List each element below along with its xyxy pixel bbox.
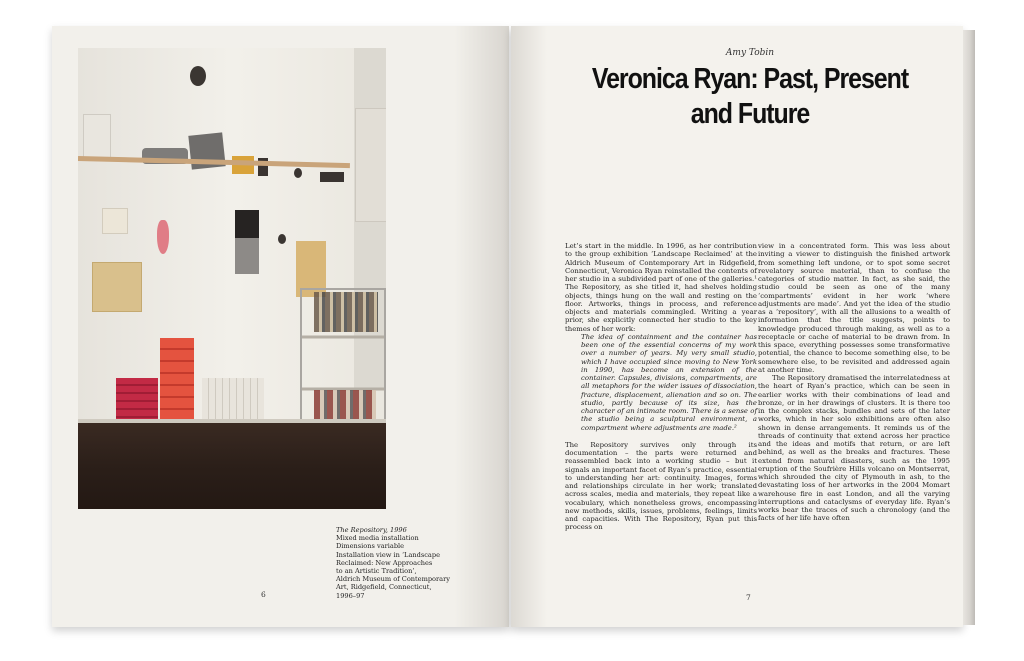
caption-title: The Repository, 1996 — [336, 526, 407, 534]
paragraph: The Repository survives only through its documentation – the parts were returned and reassembled back into a working studio – but it signals an important facet of Ryan’s practice, essential to understanding her art: continuity. Images, forms and relationships circulate in her work; translated across scales, media and materials, they repeat like a vocabulary, which nonetheless grows, encompassing new methods, skills, issues, problems, feelings, limits and capacities. With The Repository, Ryan put this process on — [565, 440, 758, 532]
shelf-object — [320, 172, 344, 182]
photo-caption — [336, 526, 456, 600]
caption-line: Aldrich Museum of Contemporary — [336, 575, 450, 584]
caption-line: Reclaimed: New Approaches — [336, 558, 433, 567]
wall-drawing — [102, 208, 128, 234]
block-quote: The idea of containment and the container has been one of the essential concerns of my work over a number of years. My very small studio, which I have occupied since moving to New York in 1990, has become an extension of the container. Capsules, divisions, compartments, are all metaphors for the wider issues of dissociation, fracture, displacement, alienation and so on. The studio, partly because of its size, has the character of an intimate room. There is a sense of the studio being a sculptural environment, a compartment where adjustments are made.² — [581, 332, 757, 432]
wall-drawing — [92, 262, 142, 312]
title-line-1: Veronica Ryan: Past, Present — [591, 63, 909, 95]
paragraph: Let’s start in the middle. In 1996, as her contribution to the group exhibition ‘Landscape Reclaimed’ at the Aldrich Museum of Contemporary Art in Ridgefield, Connecticut, Veronica Ryan reinstalled the contents of her studio in a subdivided part of one of the galleries.¹ The Repository, as she titled it, had shelves holding objects, things hung on the wall and resting on the floor. Artworks, things in process, and reference objects and materials commingled. Writing a year prior, she explicitly connected her studio to the key themes of her work: — [565, 242, 757, 333]
text-column-1 — [565, 242, 757, 532]
studio-installation-photo — [78, 48, 386, 509]
cart-items — [314, 292, 378, 332]
article-title — [544, 62, 955, 132]
wall-piece-black-grey — [235, 210, 259, 238]
author-name: Amy Tobin — [725, 48, 775, 58]
wall-paper-right — [355, 108, 386, 222]
wall-piece-black-grey — [235, 238, 259, 274]
pink-wall-piece — [157, 220, 169, 254]
page-number-right: 7 — [746, 593, 751, 602]
paragraph: view in a concentrated form. This was less about inviting a viewer to distinguish the finished artwork from something left undone, or to spot some secret revelatory source material, than to confuse the categories of studio matter. In fact, as she said, the studio could be seen as one of the many ‘compartments’ evident in her work ‘where adjustments are made’. And yet the idea of the studio as a ‘repository’, with all the allusions to a wealth of information that the title suggests, points to knowledge produced through making, as well as to a receptacle or cache of material to be drawn from. In this space, everything possesses some transformative potential, the chance to become something else, to be somewhere else, to be revisited and addressed again at another time. — [758, 242, 950, 374]
caption-line: 1996–97 — [336, 591, 365, 600]
wall-clock — [190, 66, 206, 86]
wood-floor — [78, 423, 386, 509]
page-number-left: 6 — [261, 590, 266, 599]
caption-line: to an Artistic Tradition’, — [336, 567, 417, 576]
page-stack-edge — [963, 30, 975, 625]
caption-line: Installation view in ‘Landscape — [336, 550, 440, 559]
shelf-object — [83, 114, 111, 158]
wall-small-object — [278, 234, 286, 244]
paragraph: The Repository dramatised the interrelatedness at the heart of Ryan’s practice, which can be seen in earlier works with their combinations of lead and bronze, or in her drawings of clusters. It is there too in the complex stacks, bundles and sets of the later works, which in her solo exhibitions are often also shown in dense arrangements. It reminds us of the threads of continuity that extend across her practice and the ideas and motifs that return, or are left behind, as well as the breaks and fractures. These extend from natural disasters, such as the 1995 eruption of the Soufrière Hills volcano on Montserrat, which shrouded the city of Plymouth in ash, to the devastating loss of her artworks in the 2004 Momart warehouse fire in east London, and all the varying interruptions and cataclysms of everyday life. Ryan’s works bear the traces of such a chronology (and the facts of her life have often — [758, 374, 950, 523]
caption-line: Art, Ridgefield, Connecticut, — [336, 583, 432, 592]
shelf-object — [294, 168, 302, 178]
title-line-2: and Future — [690, 98, 810, 130]
text-column-2 — [758, 242, 950, 523]
caption-line: Dimensions variable — [336, 542, 405, 551]
caption-line: Mixed media installation — [336, 534, 419, 543]
